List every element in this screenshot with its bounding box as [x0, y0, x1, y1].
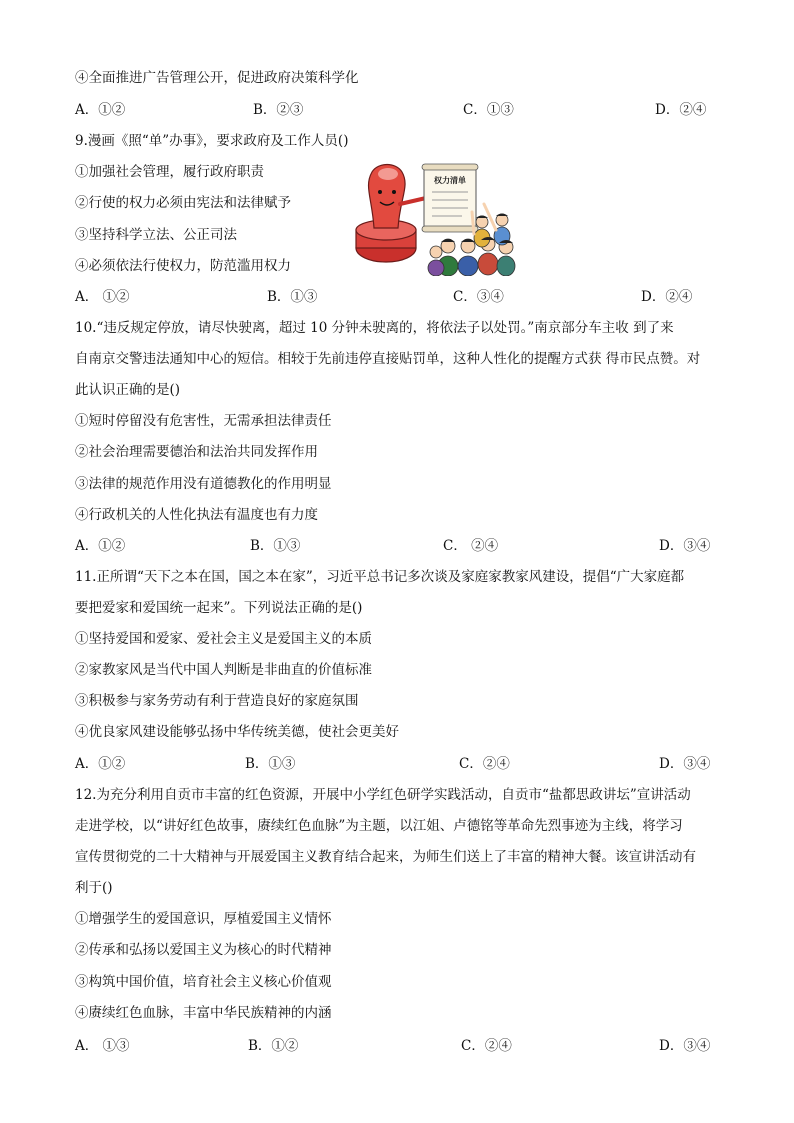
q11-item-1: ①坚持爱国和爱家、爱社会主义是爱国主义的本质 — [75, 631, 372, 647]
q11-option-c: C．②④ — [459, 756, 510, 772]
q12-item-3: ③构筑中国价值，培育社会主义核心价值观 — [75, 974, 332, 990]
q8-options — [75, 101, 720, 119]
q10-item-2: ②社会治理需要德治和法治共同发挥作用 — [75, 444, 318, 460]
q9-item-1: ①加强社会管理，履行政府职责 — [75, 164, 264, 180]
q10-option-d: D．③④ — [659, 538, 711, 554]
q10-item-4: ④行政机关的人性化执法有温度也有力度 — [75, 507, 318, 523]
q8-option-b: B．②③ — [253, 102, 304, 118]
q11-stem-line-1: 11.正所谓“天下之本在国，国之本在家”，习近平总书记多次谈及家庭家教家风建设，提倡“广大家庭都 — [75, 569, 685, 585]
q10-option-c: C． ②④ — [443, 538, 499, 554]
q11-stem-line-2: 要把爱家和爱国统一起来”。下列说法正确的是() — [75, 600, 363, 616]
q12-stem-line-1: 12.为充分利用自贡市丰富的红色资源，开展中小学红色研学实践活动，自贡市“盐都思政讲坛”宣讲活动 — [75, 787, 691, 803]
q8-option-d: D．②④ — [655, 102, 707, 118]
q10-item-3: ③法律的规范作用没有道德教化的作用明显 — [75, 476, 332, 492]
q12-option-a: A． ①③ — [75, 1038, 130, 1054]
q11-item-3: ③积极参与家务劳动有利于营造良好的家庭氛围 — [75, 693, 359, 709]
q10-options — [75, 537, 720, 555]
q12-item-2: ②传承和弘扬以爱国主义为核心的时代精神 — [75, 942, 332, 958]
q12-option-d: D．③④ — [659, 1038, 711, 1054]
q9-options — [75, 288, 720, 306]
q10-stem-line-3: 此认识正确的是() — [75, 382, 181, 398]
q9-item-3: ③坚持科学立法、公正司法 — [75, 227, 237, 243]
q11-item-4: ④优良家风建设能够弘扬中华传统美德，使社会更美好 — [75, 724, 399, 740]
q9-option-c: C．③④ — [453, 289, 504, 305]
q12-stem-line-2: 走进学校，以“讲好红色故事，赓续红色血脉”为主题，以江姐、卢德铭等革命先烈事迹为主线，将学习 — [75, 818, 683, 834]
q10-item-1: ①短时停留没有危害性，无需承担法律责任 — [75, 413, 332, 429]
q8-item-4: ④全面推进广告管理公开，促进政府决策科学化 — [75, 70, 359, 86]
q10-option-a: A．①② — [75, 538, 126, 554]
q8-option-c: C．①③ — [463, 102, 514, 118]
q10-stem-line-2: 自南京交警违法通知中心的短信。相较于先前违停直接贴罚单，这种人性化的提醒方式获 得市民点赞。对 — [75, 351, 701, 367]
q9-option-d: D．②④ — [641, 289, 693, 305]
q10-stem-line-1: 10.“违反规定停放，请尽快驶离，超过 10 分钟未驶离的，将依法子以处罚。”南京部分车主收 到了来 — [75, 320, 674, 336]
q11-option-a: A．①② — [75, 756, 126, 772]
q11-option-d: D．③④ — [659, 756, 711, 772]
q11-item-2: ②家教家风是当代中国人判断是非曲直的价值标准 — [75, 662, 372, 678]
q12-item-1: ①增强学生的爱国意识，厚植爱国主义情怀 — [75, 911, 332, 927]
q12-option-c: C．②④ — [461, 1038, 512, 1054]
q12-option-b: B．①② — [248, 1038, 299, 1054]
q12-options — [75, 1037, 720, 1055]
q11-options — [75, 755, 720, 773]
q8-option-a: A．①② — [75, 102, 126, 118]
q11-option-b: B．①③ — [245, 756, 296, 772]
q9-item-2: ②行使的权力必须由宪法和法律赋予 — [75, 195, 291, 211]
q12-item-4: ④赓续红色血脉，丰富中华民族精神的内涵 — [75, 1005, 332, 1021]
q9-option-b: B．①③ — [267, 289, 318, 305]
q12-stem-line-4: 利于() — [75, 880, 113, 896]
q12-stem-line-3: 宣传贯彻党的二十大精神与开展爱国主义教育结合起来，为师生们送上了丰富的精神大餐。该宣讲活动有 — [75, 849, 696, 865]
q9-stem: 9.漫画《照“单”办事》，要求政府及工作人员() — [75, 133, 349, 149]
q10-option-b: B．①③ — [250, 538, 301, 554]
power-list-cartoon — [344, 158, 526, 276]
q9-option-a: A． ①② — [75, 289, 130, 305]
q9-item-4: ④必须依法行使权力，防范滥用权力 — [75, 258, 291, 274]
cartoon-scroll-title: 权力清单 — [434, 176, 466, 185]
